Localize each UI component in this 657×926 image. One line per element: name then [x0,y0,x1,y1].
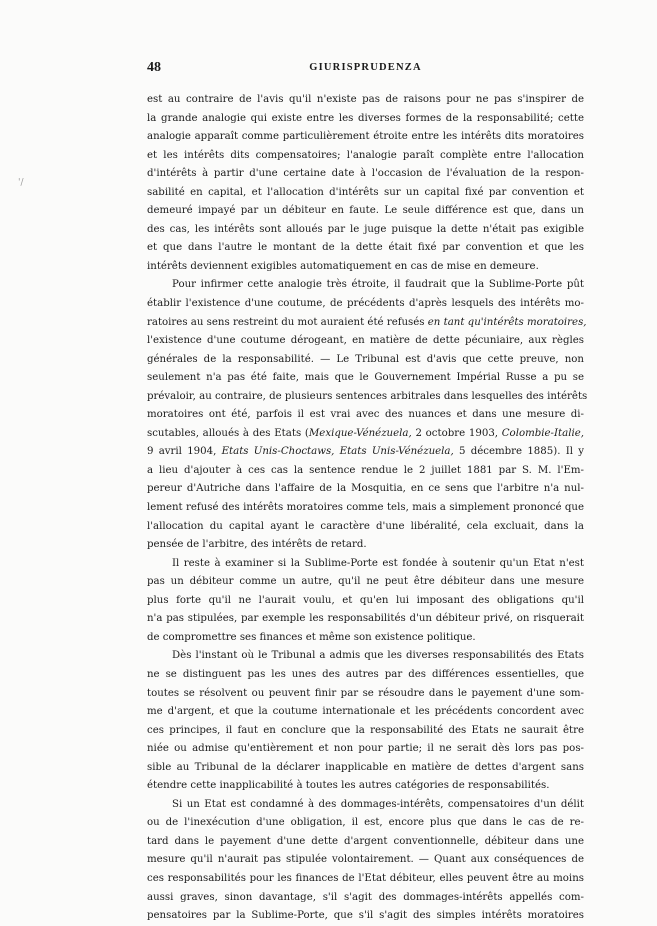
text-line: de compromettre ses finances et même son existence politique. [147,631,476,643]
text-line: pensée de l'arbitre, des intérêts de retard. [147,539,367,551]
running-title: GIURISPRUDENZA [309,62,422,73]
text-line: sabilité en capital, et l'allocation d'intérêts sur un capital fixé par convention et [147,186,584,198]
text-line: a lieu d'ajouter à ces cas la sentence rendue le 2 juillet 1881 par S. M. l'Em- [147,464,584,476]
text-line: prévaloir, au contraire, de plusieurs sentences arbitrales dans lesquelles des intérêts [147,390,588,402]
text-line: pereur d'Autriche dans l'affaire de la Mosquitia, en ce sens que l'arbitre n'a nul- [147,483,584,495]
text-line: Pour infirmer cette analogie très étroite, il faudrait que la Sublime-Porte pût [172,279,584,291]
text-line: ces principes, il faut en conclure que la responsabilité des Etats ne saurait être [147,724,584,736]
text-line: ratoires au sens restreint du mot auraient été refusés en tant qu'intérêts moratoires, [147,316,587,328]
text-line: me d'argent, et que la coutume internationale et les précédents concordent avec [147,706,584,718]
margin-mark: '/ [18,178,24,188]
text-line: tard dans le payement d'une dette d'argent conventionnelle, débiteur dans une [147,835,584,847]
text-line: analogie apparaît comme particulièrement étroite entre les intérêts dits moratoires [147,131,584,143]
text-line: demeuré impayé par un débiteur en faute. Le seule différence est que, dans un [147,205,584,217]
text-line: lement refusé des intérêts moratoires comme tels, mais a simplement prononcé que [147,502,584,514]
text-line: moratoires ont été, parfois il est vrai avec des nuances et dans une mesure di- [147,409,584,421]
text-line: d'intérêts à partir d'une certaine date à l'occasion de l'évaluation de la respon- [147,168,584,180]
text-line: ou de l'inexécution d'une obligation, il est, encore plus que dans le cas de re- [147,817,584,829]
italic-citation: Etats Unis-Choctaws, [221,446,335,458]
text-line: niée ou admise qu'entièrement et non pour partie; il ne serait dès lors pas pos- [147,743,584,755]
italic-citation: Etats Unis-Vénézuela, [339,446,454,458]
text-line: l'allocation du capital ayant le caractère d'une libéralité, cela excluait, dans la [147,520,584,532]
text-line: pas un débiteur comme un autre, qu'il ne peut être débiteur dans une mesure [147,576,584,588]
text-line: l'existence d'une coutume dérogeant, en matière de dette pécuniaire, aux règles [147,335,584,347]
text-line: la grande analogie qui existe entre les diverses formes de la responsabilité; cette [147,112,584,124]
text-line: n'a pas stipulées, par exemple les responsabilités d'un débiteur privé, on risquerait [147,613,584,625]
text-line: aussi graves, sinon davantage, s'il s'agit des dommages-intérêts appellés com- [147,891,584,903]
text-line: des cas, les intérêts sont alloués par le juge puisque la dette n'était pas exigible [147,223,584,235]
italic-citation: Mexique-Vénézuela, [308,427,412,439]
text-line: et les intérêts dits compensatoires; l'analogie paraît complète entre l'allocation [147,149,584,161]
italic-citation: en tant qu'intérêts moratoires, [427,316,587,328]
text-line: ne se distinguent pas les unes des autres par des différences essentielles, que [147,668,584,680]
text-line: 9 avril 1904, Etats Unis-Choctaws, Etats Unis-Vénézuela, 5 décembre 1885). Il y [147,446,584,458]
text-line: pensatoires par la Sublime-Porte, que s'il s'agit des simples intérêts moratoires [147,910,584,922]
text-line: mesure qu'il n'aurait pas stipulée volontairement. — Quant aux conséquences de [147,854,584,866]
text-line: établir l'existence d'une coutume, de précédents d'après lesquels des intérêts mo- [147,298,584,310]
text-line: Il reste à examiner si la Sublime-Porte est fondée à soutenir qu'un Etat n'est [172,557,584,569]
text-line: toutes se résolvent ou peuvent finir par se résoudre dans le payement d'une som- [147,687,584,699]
text-line: sible au Tribunal de la déclarer inapplicable en matière de dettes d'argent sans [147,761,584,773]
text-line: plus forte qu'il ne l'aurait voulu, et qu'en lui imposant des obligations qu'il [147,594,584,606]
text-line: ces responsabilités pour les finances de l'Etat débiteur, elles peuvent être au moins [147,872,584,884]
body-text [147,91,588,926]
page-number: 48 [147,60,161,75]
text-line: seulement n'a pas été faite, mais que le Gouvernement Impérial Russe a pu se [147,372,584,384]
page-header [147,60,584,80]
text-line: Si un Etat est condamné à des dommages-intérêts, compensatoires d'un délit [172,798,584,810]
text-line: est au contraire de l'avis qu'il n'existe pas de raisons pour ne pas s'inspirer de [147,94,584,105]
text-line: étendre cette inapplicabilité à toutes les autres catégories de responsabilités. [147,780,550,792]
text-line: intérêts deviennent exigibles automatiquement en cas de mise en demeure. [147,260,539,272]
text-line: générales de la responsabilité. — Le Tribunal est d'avis que cette preuve, non [147,353,584,365]
text-line: et que dans l'autre le montant de la dette était fixé par convention et que les [147,242,584,254]
text-line: Dès l'instant où le Tribunal a admis que les diverses responsabilités des Etats [172,650,584,662]
italic-citation: Colombie-Italie, [501,427,584,439]
text-line: scutables, alloués à des Etats (Mexique-Vénézuela, 2 octobre 1903, Colombie-Italie, [147,427,584,439]
